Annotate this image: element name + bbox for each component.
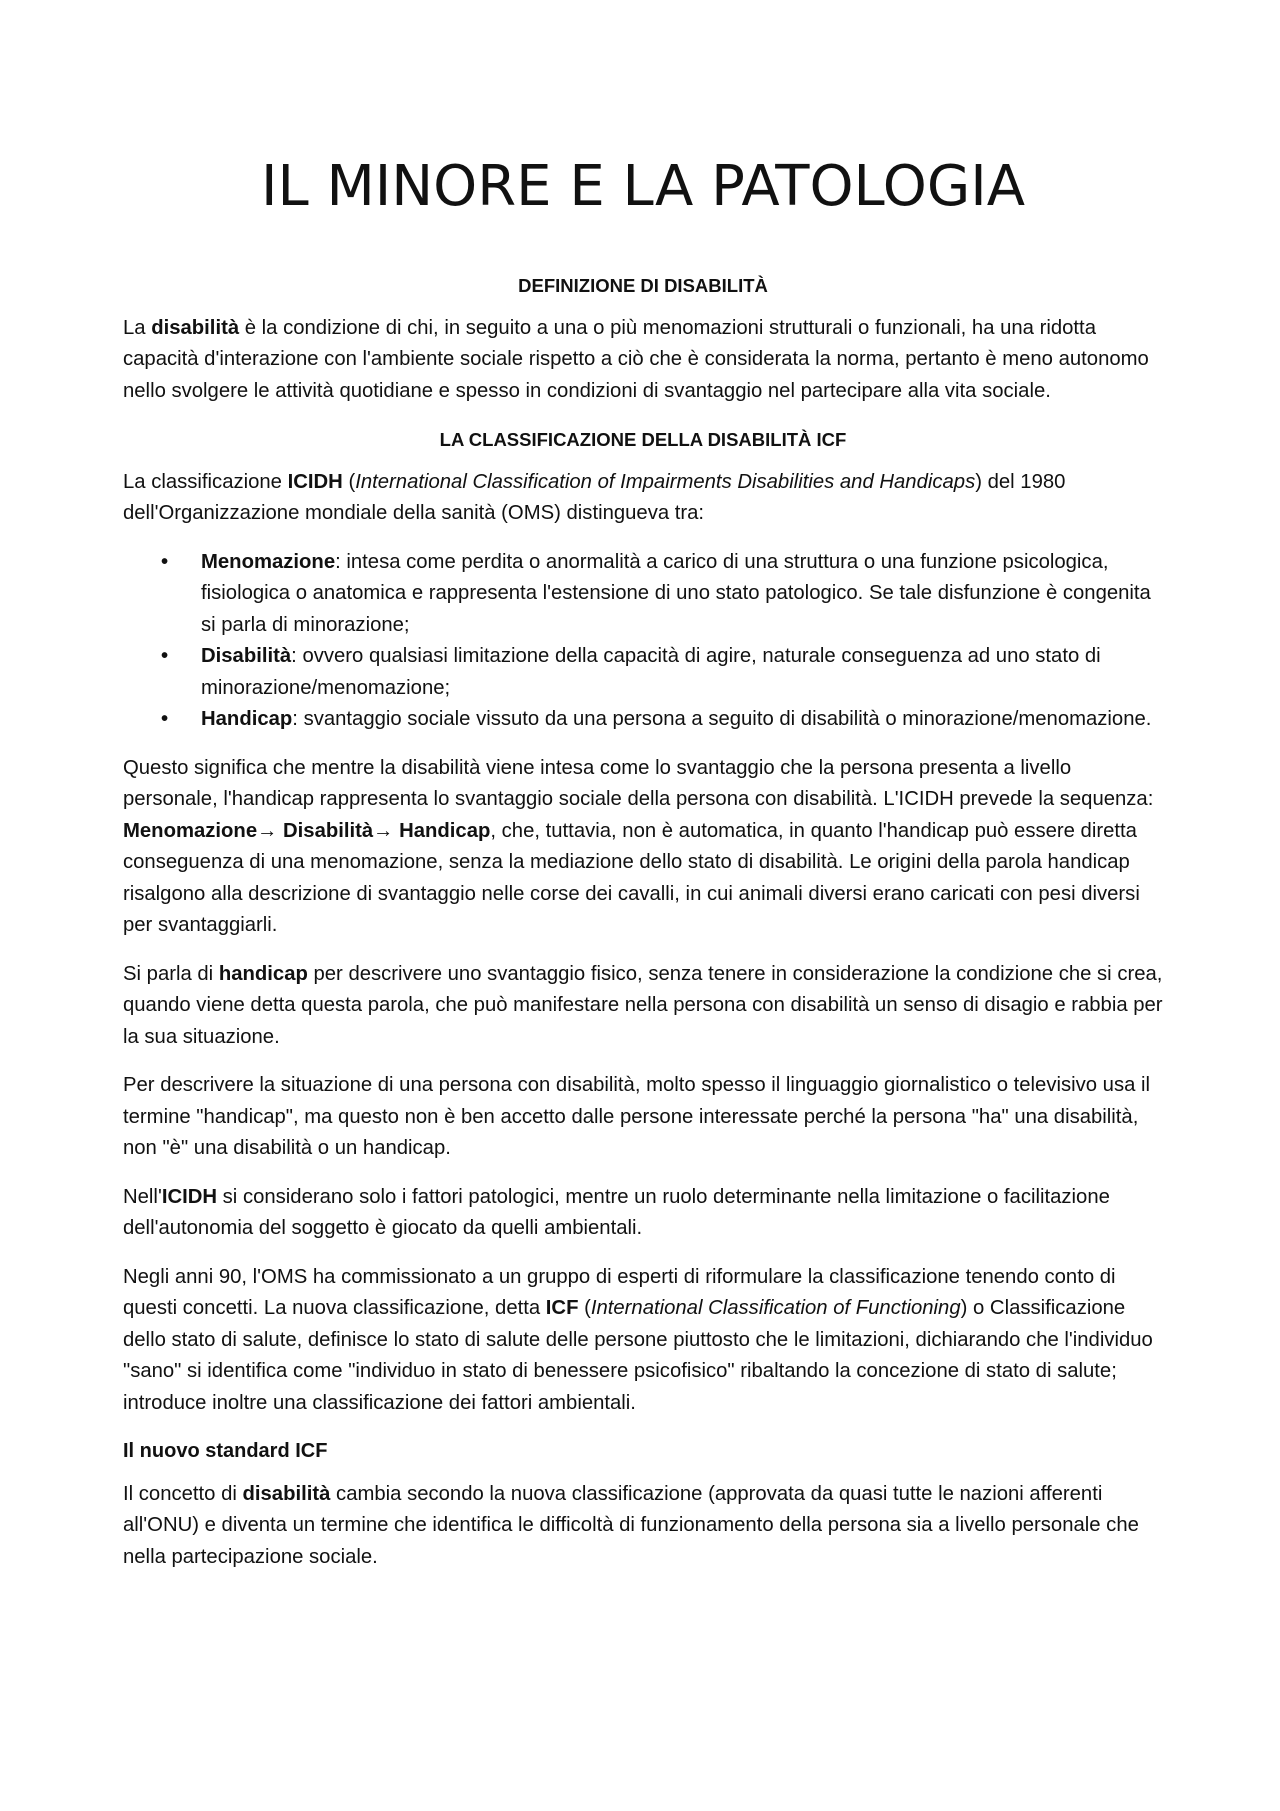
document-body [123, 270, 1163, 1590]
text-run: ) del 1980 dell'Organizzazione mondiale della sanità (OMS) distingueva tra: [123, 470, 1066, 524]
paragraph-linguaggio: Per descrivere la situazione di una persona con disabilità, molto spesso il linguaggio giornalistico o televisivo usa il termine "handicap", ma questo non è ben accetto dalle persone interessate perché la persona "ha" una disabilità, non "è" una disabilità o un handicap. [123, 1074, 1151, 1159]
bold-term: Disabilità [201, 645, 292, 667]
bold-term: ICIDH [287, 470, 343, 493]
paragraph-sequenza [123, 753, 1163, 942]
bullet-icon: • [161, 708, 169, 730]
italic-term: International Classification of Functioning [590, 1297, 961, 1319]
text-run: La classificazione [123, 470, 288, 493]
paragraph-icidh-intro [123, 467, 1163, 530]
section-heading-definizione: DEFINIZIONE DI DISABILITÀ [518, 275, 768, 296]
text-run: : intesa come perdita o anormalità a carico di una struttura o una funzione psicologica, fisiologica o anatomica e rappresenta l'estensione di uno stato patologico. Se tale disfunzione è congenita si parla di minorazione; [201, 550, 1151, 636]
list-item [123, 704, 1163, 736]
bold-term: handicap [218, 962, 308, 985]
bold-term: Menomazione [201, 550, 336, 573]
text-run: Nell' [123, 1185, 162, 1208]
bullet-list [123, 547, 1163, 736]
bold-term: disabilità [151, 316, 240, 339]
text-run: ) o Classificazione dello stato di salute, definisce lo stato di salute delle persone piuttosto che le limitazioni, dichiarando che l'individuo "sano" si identifica come "individuo in stato di benessere psicofisico" ribaltando la concezione di stato di salute; introduce inoltre una classificazione dei fattori ambientali. [123, 1297, 1153, 1414]
bold-term: Menomazione→ Disabilità→ Handicap [123, 819, 491, 842]
list-item [123, 547, 1163, 642]
text-run: La [123, 316, 152, 339]
text-run: cambia secondo la nuova classificazione (approvata da quasi tutte le nazioni afferenti all'ONU) e diventa un termine che identifica le difficoltà di funzionamento della persona sia a livello personale che nella partecipazione sociale. [123, 1482, 1139, 1568]
bold-term: ICF [545, 1297, 579, 1319]
text-run: ( [342, 470, 356, 493]
text-run: si considerano solo i fattori patologici, mentre un ruolo determinante nella limitazione o facilitazione dell'autonomia del soggetto è giocato da quelli ambientali. [123, 1185, 1110, 1239]
document-title: IL MINORE E LA PATOLOGIA [260, 154, 1026, 219]
bold-term: disabilità [242, 1482, 331, 1505]
section-heading-nuovo-standard: Il nuovo standard ICF [123, 1440, 328, 1462]
text-run: : ovvero qualsiasi limitazione della capacità di agire, naturale conseguenza ad uno stato di minorazione/menomazione; [201, 645, 1101, 699]
text-run: Il concetto di [123, 1482, 243, 1505]
text-run: Si parla di [123, 962, 219, 985]
bold-term: Handicap [201, 708, 293, 730]
text-run: : svantaggio sociale vissuto da una persona a seguito di disabilità o minorazione/menomazione. [292, 708, 1152, 730]
bold-term: ICIDH [161, 1185, 218, 1208]
paragraph-definizione [123, 313, 1163, 408]
paragraph-fattori [123, 1182, 1163, 1245]
text-run: Questo significa che mentre la disabilità viene intesa come lo svantaggio che la persona presenta a livello personale, l'handicap rappresenta lo svantaggio sociale della persona con disabilità. L'ICIDH prevede la sequenza: [123, 756, 1154, 810]
list-item [123, 641, 1163, 704]
text-run: è la condizione di chi, in seguito a una o più menomazioni strutturali o funzionali, ha una ridotta capacità d'interazione con l'ambiente sociale rispetto a ciò che è considerata la norma, pertanto è meno autonomo nello svolgere le attività quotidiane e spesso in condizioni di svantaggio nel partecipare alla vita sociale. [123, 316, 1149, 402]
italic-term: International Classification of Impairments Disabilities and Handicaps [355, 470, 976, 493]
paragraph-handicap [123, 959, 1163, 1054]
bullet-icon: • [161, 645, 169, 667]
text-run: ( [578, 1297, 591, 1319]
paragraph-icf [123, 1262, 1163, 1420]
paragraph-concetto [123, 1479, 1163, 1574]
text-run: Negli anni 90, l'OMS ha commissionato a un gruppo di esperti di riformulare la classificazione tenendo conto di questi concetti. La nuova classificazione, detta [123, 1265, 1116, 1319]
bullet-icon: • [161, 550, 169, 573]
section-heading-classificazione: LA CLASSIFICAZIONE DELLA DISABILITÀ ICF [439, 429, 847, 450]
text-run: per descrivere uno svantaggio fisico, senza tenere in considerazione la condizione che si crea, quando viene detta questa parola, che può manifestare nella persona con disabilità un senso di disagio e rabbia per la sua situazione. [123, 962, 1163, 1048]
text-run: , che, tuttavia, non è automatica, in quanto l'handicap può essere diretta conseguenza di una menomazione, senza la mediazione dello stato di disabilità. Le origini della parola handicap risalgono alla descrizione di svantaggio nelle corse dei cavalli, in cui animali diversi erano caricati con pesi diversi per svantaggiarli. [123, 819, 1140, 936]
